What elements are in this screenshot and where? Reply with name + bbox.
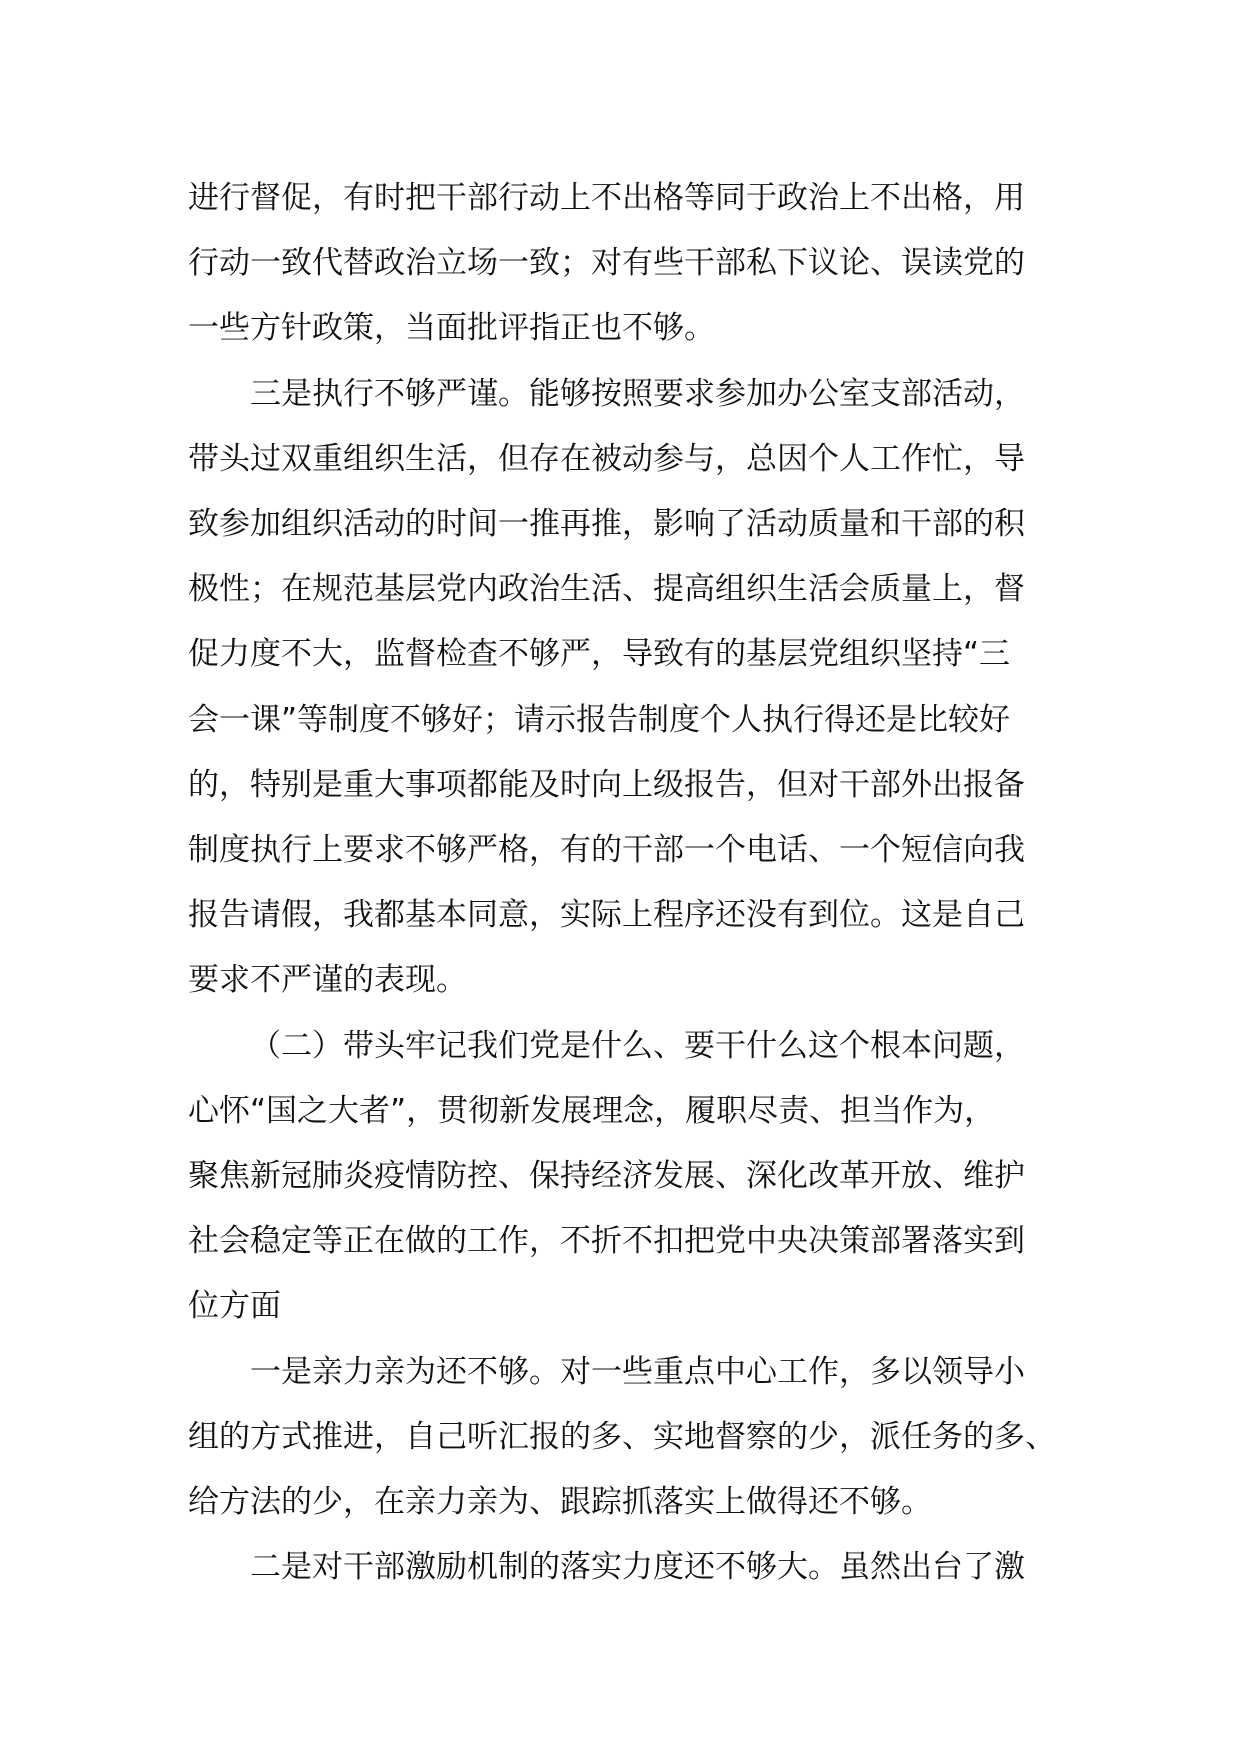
paragraph-1 bbox=[188, 166, 1058, 362]
paragraph-5 bbox=[188, 1535, 1058, 1600]
text-line: 带头过双重组织生活，但存在被动参与，总因个人工作忙，导 bbox=[188, 440, 1025, 477]
text-line: 聚焦新冠肺炎疫情防控、保持经济发展、深化改革开放、维护 bbox=[188, 1158, 1025, 1195]
text-line: 制度执行上要求不够严格，有的干部一个电话、一个短信向我 bbox=[188, 832, 1025, 869]
text-line: 促力度不大，监督检查不够严，导致有的基层党组织坚持“三 bbox=[188, 636, 1011, 673]
text-line: 极性；在规范基层党内政治生活、提高组织生活会质量上，督 bbox=[188, 571, 1025, 608]
text-line: 心怀“国之大者”，贯彻新发展理念，履职尽责、担当作为， bbox=[188, 1092, 996, 1129]
text-line: 报告请假，我都基本同意，实际上程序还没有到位。这是自己 bbox=[188, 897, 1025, 934]
text-line: （二）带头牢记我们党是什么、要干什么这个根本问题， bbox=[250, 1027, 1025, 1064]
text-line: 的，特别是重大事项都能及时向上级报告，但对干部外出报备 bbox=[188, 766, 1025, 803]
text-line: 给方法的少，在亲力亲为、跟踪抓落实上做得还不够。 bbox=[188, 1484, 932, 1521]
text-line: 三是执行不够严谨。能够按照要求参加办公室支部活动， bbox=[250, 375, 1025, 412]
paragraph-4 bbox=[188, 1340, 1058, 1536]
text-line: 要求不严谨的表现。 bbox=[188, 962, 467, 999]
text-line: 致参加组织活动的时间一推再推，影响了活动质量和干部的积 bbox=[188, 506, 1025, 543]
text-line: 一些方针政策，当面批评指正也不够。 bbox=[188, 310, 715, 347]
text-line: 进行督促，有时把干部行动上不出格等同于政治上不出格，用 bbox=[188, 180, 1025, 216]
text-line: 组的方式推进，自己听汇报的多、实地督察的少，派任务的多、 bbox=[188, 1418, 1056, 1455]
paragraph-3 bbox=[188, 1014, 1058, 1340]
paragraph-2 bbox=[188, 362, 1058, 1014]
text-line: 社会稳定等正在做的工作，不折不扣把党中央决策部署落实到 bbox=[188, 1223, 1025, 1260]
text-line: 位方面 bbox=[188, 1288, 281, 1325]
text-line: 二是对干部激励机制的落实力度还不够大。虽然出台了激 bbox=[250, 1549, 1025, 1586]
text-line: 会一课”等制度不够好；请示报告制度个人执行得还是比较好 bbox=[188, 701, 1011, 738]
text-line: 一是亲力亲为还不够。对一些重点中心工作，多以领导小 bbox=[250, 1353, 1025, 1390]
document-body bbox=[188, 166, 1058, 1600]
text-line: 行动一致代替政治立场一致；对有些干部私下议论、误读党的 bbox=[188, 245, 1025, 282]
